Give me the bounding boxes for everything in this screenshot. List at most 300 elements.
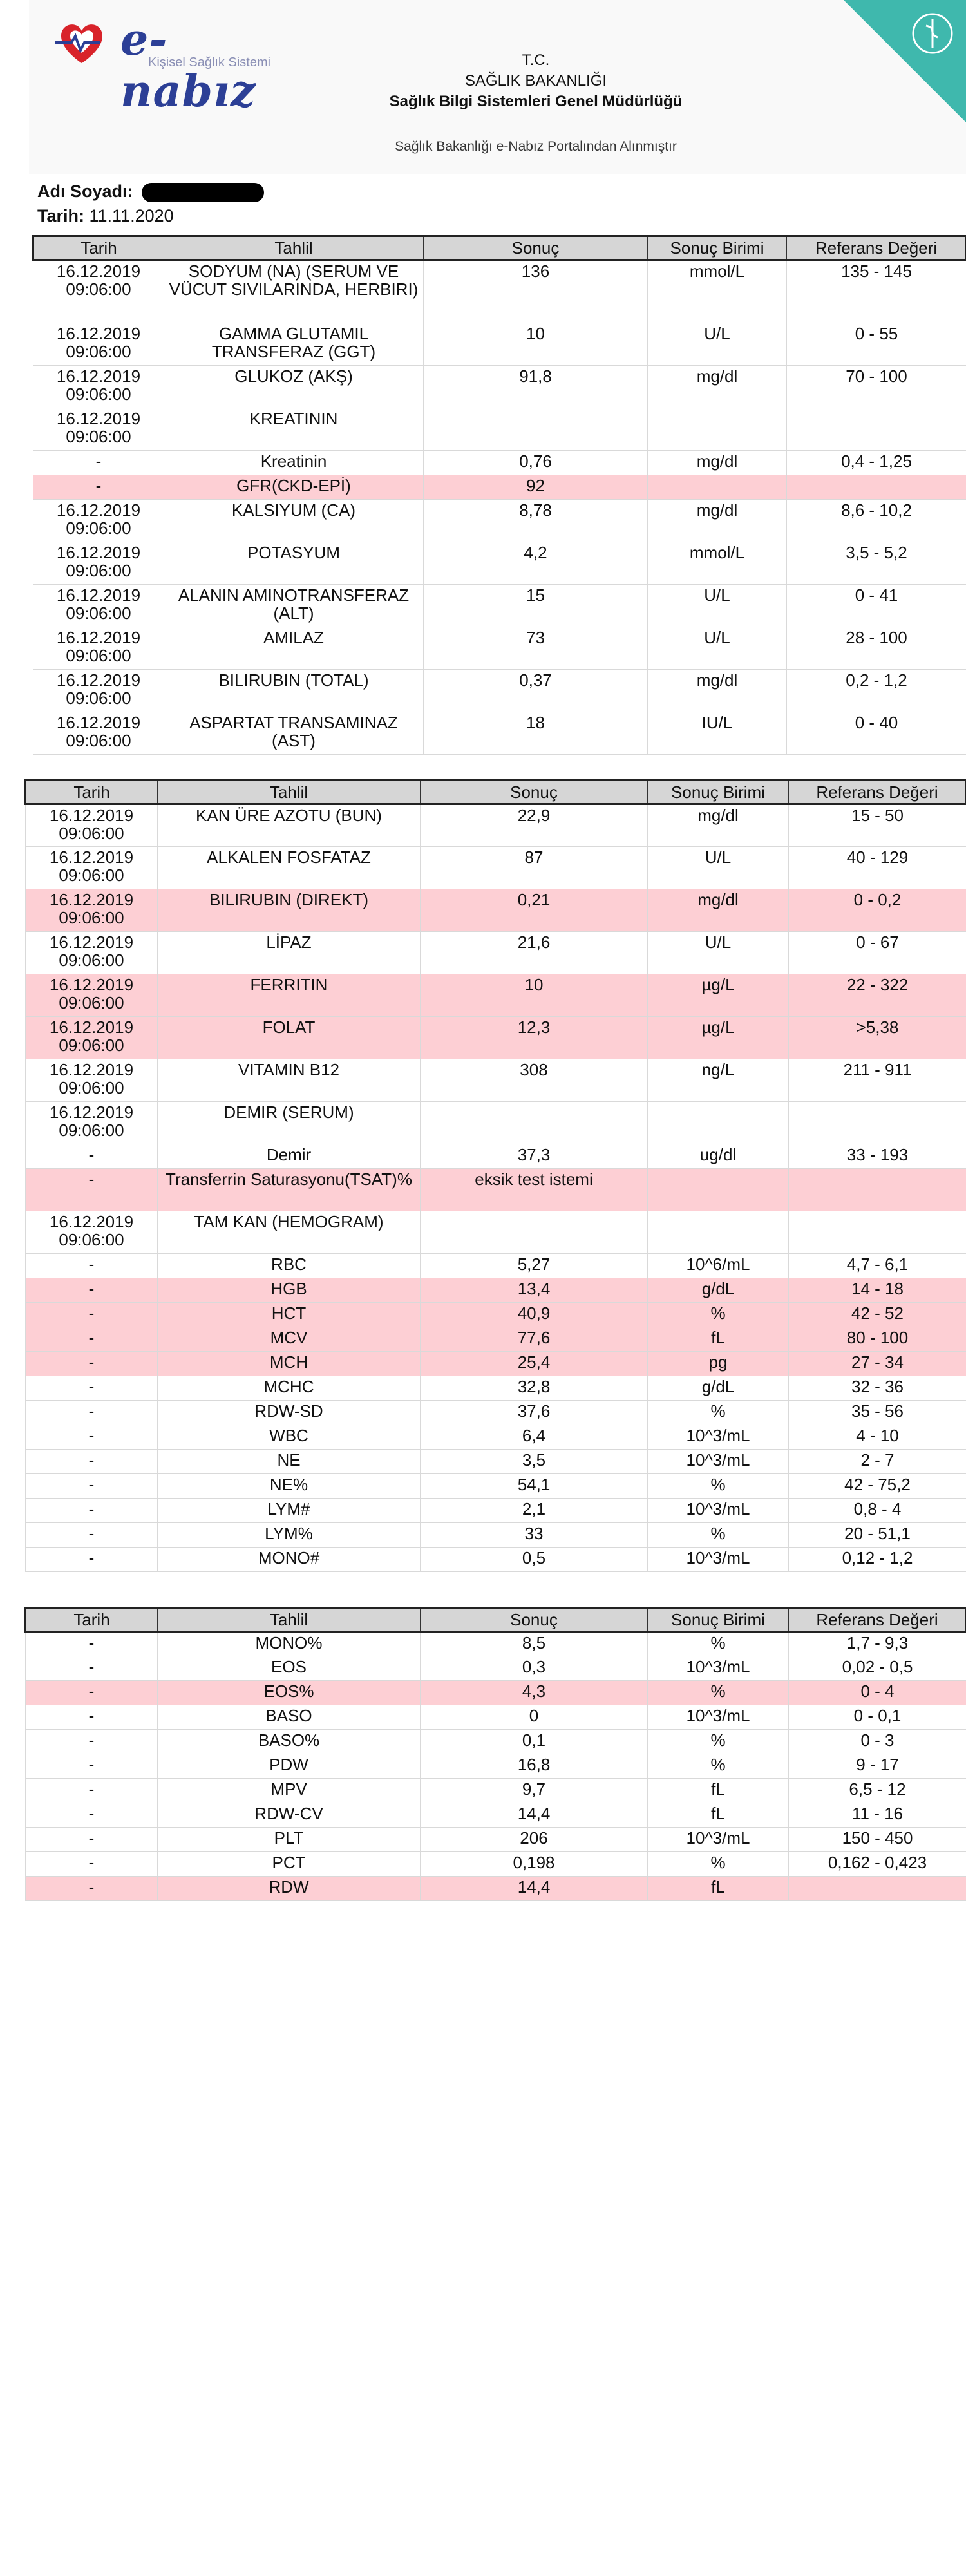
- row-reference: 20 - 51,1: [789, 1523, 966, 1548]
- row-test-name: MONO%: [158, 1632, 421, 1656]
- row-date: -: [26, 1754, 158, 1779]
- row-result: 0,198: [421, 1852, 648, 1877]
- row-reference: [787, 475, 966, 500]
- row-reference: 0,8 - 4: [789, 1499, 966, 1523]
- org-line-tc: T.C.: [522, 52, 550, 69]
- row-result: 13,4: [421, 1278, 648, 1303]
- row-test-name: GFR(CKD-EPİ): [164, 475, 424, 500]
- row-result: 0,21: [421, 889, 648, 932]
- row-date: 16.12.2019 09:06:00: [26, 1017, 158, 1059]
- row-date: -: [26, 1828, 158, 1852]
- table-row: [33, 451, 966, 475]
- col-header-result: Sonuç: [421, 1608, 648, 1632]
- row-reference: 3,5 - 5,2: [787, 542, 966, 585]
- report-date-label: Tarih:: [37, 206, 84, 225]
- row-reference: 28 - 100: [787, 627, 966, 670]
- row-unit: 10^3/mL: [648, 1828, 789, 1852]
- row-reference: >5,38: [789, 1017, 966, 1059]
- row-reference: 2 - 7: [789, 1450, 966, 1474]
- row-result: 14,4: [421, 1877, 648, 1901]
- row-unit: 10^3/mL: [648, 1450, 789, 1474]
- col-header-date: Tarih: [33, 236, 164, 260]
- row-test-name: Demir: [158, 1144, 421, 1169]
- row-result: 22,9: [421, 804, 648, 847]
- col-header-date: Tarih: [26, 1608, 158, 1632]
- row-test-name: GAMMA GLUTAMIL TRANSFERAZ (GGT): [164, 323, 424, 366]
- table-row: [26, 1059, 966, 1102]
- row-result: 37,3: [421, 1144, 648, 1169]
- row-test-name: LYM%: [158, 1523, 421, 1548]
- row-reference: 4 - 10: [789, 1425, 966, 1450]
- table-row: [26, 1877, 966, 1901]
- row-reference: 0,02 - 0,5: [789, 1656, 966, 1681]
- row-result: 4,2: [424, 542, 648, 585]
- row-test-name: RBC: [158, 1254, 421, 1278]
- table-row: [26, 889, 966, 932]
- org-line-department: Sağlık Bilgi Sistemleri Genel Müdürlüğü: [389, 93, 683, 110]
- row-reference: 33 - 193: [789, 1144, 966, 1169]
- row-unit: [648, 1102, 789, 1144]
- row-date: -: [26, 1352, 158, 1376]
- row-date: -: [26, 1656, 158, 1681]
- row-date: 16.12.2019 09:06:00: [26, 1211, 158, 1254]
- row-date: 16.12.2019 09:06:00: [26, 1102, 158, 1144]
- row-result: 16,8: [421, 1754, 648, 1779]
- row-result: 0,3: [421, 1656, 648, 1681]
- table-row: [33, 323, 966, 366]
- row-date: 16.12.2019 09:06:00: [26, 932, 158, 974]
- table-row: [26, 1779, 966, 1803]
- row-test-name: LYM#: [158, 1499, 421, 1523]
- row-reference: [789, 1169, 966, 1211]
- row-unit: U/L: [648, 323, 787, 366]
- row-result: 15: [424, 585, 648, 627]
- col-header-test: Tahlil: [164, 236, 424, 260]
- row-test-name: BILIRUBIN (TOTAL): [164, 670, 424, 712]
- table-row: [26, 1828, 966, 1852]
- row-test-name: Transferrin Saturasyonu(TSAT)%: [158, 1169, 421, 1211]
- row-date: 16.12.2019 09:06:00: [26, 974, 158, 1017]
- table-row: [26, 1730, 966, 1754]
- row-test-name: KREATININ: [164, 408, 424, 451]
- table-row: [26, 1017, 966, 1059]
- row-unit: %: [648, 1523, 789, 1548]
- row-date: 16.12.2019 09:06:00: [26, 1059, 158, 1102]
- row-unit: U/L: [648, 585, 787, 627]
- row-test-name: PCT: [158, 1852, 421, 1877]
- col-header-reference: Referans Değeri: [789, 1608, 966, 1632]
- row-date: -: [26, 1852, 158, 1877]
- row-reference: 0 - 0,1: [789, 1705, 966, 1730]
- row-unit: IU/L: [648, 712, 787, 755]
- row-reference: 0,2 - 1,2: [787, 670, 966, 712]
- redacted-name: [142, 183, 264, 202]
- row-reference: 4,7 - 6,1: [789, 1254, 966, 1278]
- row-date: -: [26, 1632, 158, 1656]
- row-test-name: MCH: [158, 1352, 421, 1376]
- row-result: 0: [421, 1705, 648, 1730]
- row-date: 16.12.2019 09:06:00: [33, 366, 164, 408]
- row-reference: 0,162 - 0,423: [789, 1852, 966, 1877]
- row-result: 206: [421, 1828, 648, 1852]
- table-row: [33, 712, 966, 755]
- table-row: [26, 1144, 966, 1169]
- table-row: [33, 670, 966, 712]
- row-test-name: BASO: [158, 1705, 421, 1730]
- table-row: [26, 1102, 966, 1144]
- row-date: -: [26, 1327, 158, 1352]
- row-reference: 42 - 52: [789, 1303, 966, 1327]
- row-result: 73: [424, 627, 648, 670]
- row-reference: 32 - 36: [789, 1376, 966, 1401]
- row-unit: fL: [648, 1779, 789, 1803]
- row-result: 136: [424, 260, 648, 323]
- row-unit: 10^3/mL: [648, 1499, 789, 1523]
- row-date: -: [26, 1499, 158, 1523]
- lab-results-table-2: [24, 779, 966, 1572]
- row-date: 16.12.2019 09:06:00: [26, 804, 158, 847]
- table-row: [33, 585, 966, 627]
- row-unit: [648, 1211, 789, 1254]
- row-reference: 0 - 4: [789, 1681, 966, 1705]
- row-test-name: RDW: [158, 1877, 421, 1901]
- row-date: -: [26, 1681, 158, 1705]
- row-test-name: PLT: [158, 1828, 421, 1852]
- row-unit: U/L: [648, 847, 789, 889]
- row-unit: U/L: [648, 627, 787, 670]
- row-reference: [789, 1211, 966, 1254]
- row-reference: [789, 1102, 966, 1144]
- row-result: 10: [421, 974, 648, 1017]
- row-unit: fL: [648, 1327, 789, 1352]
- row-unit: [648, 408, 787, 451]
- row-unit: [648, 1169, 789, 1211]
- row-result: 32,8: [421, 1376, 648, 1401]
- row-unit: %: [648, 1730, 789, 1754]
- row-reference: 42 - 75,2: [789, 1474, 966, 1499]
- row-date: -: [26, 1779, 158, 1803]
- table-row: [26, 974, 966, 1017]
- row-unit: fL: [648, 1877, 789, 1901]
- row-result: 87: [421, 847, 648, 889]
- row-test-name: HCT: [158, 1303, 421, 1327]
- row-date: -: [26, 1877, 158, 1901]
- row-test-name: WBC: [158, 1425, 421, 1450]
- row-unit: %: [648, 1852, 789, 1877]
- row-reference: 14 - 18: [789, 1278, 966, 1303]
- table-row: [26, 1425, 966, 1450]
- row-unit: U/L: [648, 932, 789, 974]
- row-unit: %: [648, 1754, 789, 1779]
- col-header-result: Sonuç: [424, 236, 648, 260]
- row-reference: 6,5 - 12: [789, 1779, 966, 1803]
- col-header-date: Tarih: [26, 781, 158, 804]
- row-result: 0,5: [421, 1548, 648, 1572]
- row-date: 16.12.2019 09:06:00: [33, 260, 164, 323]
- row-test-name: SODYUM (NA) (SERUM VE VÜCUT SIVILARINDA, HERBIRI): [164, 260, 424, 323]
- row-reference: 80 - 100: [789, 1327, 966, 1352]
- row-unit: mg/dl: [648, 804, 789, 847]
- table-row: [33, 366, 966, 408]
- row-unit: %: [648, 1401, 789, 1425]
- row-test-name: MCV: [158, 1327, 421, 1352]
- table-row: [33, 627, 966, 670]
- table-row: [26, 1474, 966, 1499]
- row-date: -: [26, 1548, 158, 1572]
- row-reference: [789, 1877, 966, 1901]
- row-result: 37,6: [421, 1401, 648, 1425]
- org-line-ministry: SAĞLIK BAKANLIĞI: [464, 72, 607, 90]
- col-header-unit: Sonuç Birimi: [648, 1608, 789, 1632]
- row-test-name: Kreatinin: [164, 451, 424, 475]
- row-unit: %: [648, 1303, 789, 1327]
- report-date-value: 11.11.2020: [89, 206, 174, 225]
- row-reference: 0 - 55: [787, 323, 966, 366]
- row-test-name: EOS: [158, 1656, 421, 1681]
- row-result: 308: [421, 1059, 648, 1102]
- row-unit: 10^6/mL: [648, 1254, 789, 1278]
- row-test-name: MCHC: [158, 1376, 421, 1401]
- row-date: -: [26, 1450, 158, 1474]
- lab-results-table-3: [24, 1607, 966, 1901]
- patient-info: [37, 179, 264, 228]
- row-date: -: [26, 1474, 158, 1499]
- row-date: 16.12.2019 09:06:00: [33, 323, 164, 366]
- col-header-test: Tahlil: [158, 781, 421, 804]
- col-header-unit: Sonuç Birimi: [648, 236, 787, 260]
- row-result: 33: [421, 1523, 648, 1548]
- row-reference: 150 - 450: [789, 1828, 966, 1852]
- row-result: 25,4: [421, 1352, 648, 1376]
- col-header-reference: Referans Değeri: [789, 781, 966, 804]
- row-test-name: MPV: [158, 1779, 421, 1803]
- row-date: 16.12.2019 09:06:00: [26, 847, 158, 889]
- row-test-name: HGB: [158, 1278, 421, 1303]
- row-test-name: AMILAZ: [164, 627, 424, 670]
- row-date: -: [26, 1401, 158, 1425]
- row-result: 5,27: [421, 1254, 648, 1278]
- row-test-name: TAM KAN (HEMOGRAM): [158, 1211, 421, 1254]
- row-unit: 10^3/mL: [648, 1656, 789, 1681]
- row-reference: 15 - 50: [789, 804, 966, 847]
- row-result: 14,4: [421, 1803, 648, 1828]
- row-unit: pg: [648, 1352, 789, 1376]
- row-result: 21,6: [421, 932, 648, 974]
- row-test-name: NE: [158, 1450, 421, 1474]
- row-date: 16.12.2019 09:06:00: [33, 408, 164, 451]
- row-reference: 0 - 67: [789, 932, 966, 974]
- row-result: eksik test istemi: [421, 1169, 648, 1211]
- table-row: [26, 932, 966, 974]
- table-row: [26, 1499, 966, 1523]
- row-test-name: KAN ÜRE AZOTU (BUN): [158, 804, 421, 847]
- organization-block: [0, 50, 966, 112]
- row-result: 8,5: [421, 1632, 648, 1656]
- row-date: -: [33, 451, 164, 475]
- row-unit: mmol/L: [648, 542, 787, 585]
- table-row: [33, 475, 966, 500]
- row-test-name: DEMIR (SERUM): [158, 1102, 421, 1144]
- row-test-name: RDW-CV: [158, 1803, 421, 1828]
- lab-results-table-1: [32, 235, 966, 755]
- row-unit: mg/dl: [648, 451, 787, 475]
- row-reference: 1,7 - 9,3: [789, 1632, 966, 1656]
- row-result: 0,76: [424, 451, 648, 475]
- row-result: 0,1: [421, 1730, 648, 1754]
- row-date: -: [26, 1376, 158, 1401]
- table-row: [26, 1450, 966, 1474]
- row-reference: 35 - 56: [789, 1401, 966, 1425]
- row-result: [421, 1102, 648, 1144]
- col-header-reference: Referans Değeri: [787, 236, 966, 260]
- row-date: -: [26, 1730, 158, 1754]
- row-unit: 10^3/mL: [648, 1425, 789, 1450]
- row-reference: 70 - 100: [787, 366, 966, 408]
- table-row: [26, 1169, 966, 1211]
- row-date: -: [26, 1254, 158, 1278]
- row-result: 40,9: [421, 1303, 648, 1327]
- table-row: [33, 500, 966, 542]
- row-test-name: VITAMIN B12: [158, 1059, 421, 1102]
- row-date: -: [26, 1278, 158, 1303]
- row-unit: mg/dl: [648, 366, 787, 408]
- row-result: 12,3: [421, 1017, 648, 1059]
- row-test-name: ASPARTAT TRANSAMINAZ (AST): [164, 712, 424, 755]
- row-unit: g/dL: [648, 1278, 789, 1303]
- row-result: [424, 408, 648, 451]
- col-header-unit: Sonuç Birimi: [648, 781, 789, 804]
- row-date: 16.12.2019 09:06:00: [26, 889, 158, 932]
- row-result: 2,1: [421, 1499, 648, 1523]
- row-test-name: MONO#: [158, 1548, 421, 1572]
- table-row: [26, 1656, 966, 1681]
- row-test-name: ALKALEN FOSFATAZ: [158, 847, 421, 889]
- row-unit: g/dL: [648, 1376, 789, 1401]
- table-row: [26, 1523, 966, 1548]
- row-result: 91,8: [424, 366, 648, 408]
- row-result: [421, 1211, 648, 1254]
- row-reference: 8,6 - 10,2: [787, 500, 966, 542]
- row-result: 6,4: [421, 1425, 648, 1450]
- row-reference: 0 - 0,2: [789, 889, 966, 932]
- table-row: [33, 542, 966, 585]
- row-date: 16.12.2019 09:06:00: [33, 627, 164, 670]
- row-result: 92: [424, 475, 648, 500]
- row-result: 4,3: [421, 1681, 648, 1705]
- table-row: [26, 1852, 966, 1877]
- row-test-name: GLUKOZ (AKŞ): [164, 366, 424, 408]
- row-reference: 0 - 3: [789, 1730, 966, 1754]
- row-result: 9,7: [421, 1779, 648, 1803]
- row-unit: [648, 475, 787, 500]
- row-result: 18: [424, 712, 648, 755]
- row-test-name: POTASYUM: [164, 542, 424, 585]
- row-date: -: [26, 1169, 158, 1211]
- row-date: -: [26, 1705, 158, 1730]
- row-reference: 40 - 129: [789, 847, 966, 889]
- table-row: [26, 1681, 966, 1705]
- row-unit: ng/L: [648, 1059, 789, 1102]
- row-reference: 0,12 - 1,2: [789, 1548, 966, 1572]
- row-unit: mg/dl: [648, 889, 789, 932]
- row-unit: mg/dl: [648, 670, 787, 712]
- table-row: [26, 804, 966, 847]
- row-unit: %: [648, 1632, 789, 1656]
- logo-tagline: Kişisel Sağlık Sistemi: [148, 55, 271, 70]
- row-test-name: FOLAT: [158, 1017, 421, 1059]
- patient-name-label: Adı Soyadı:: [37, 182, 133, 201]
- table-row: [33, 260, 966, 323]
- row-date: 16.12.2019 09:06:00: [33, 500, 164, 542]
- row-result: 10: [424, 323, 648, 366]
- row-date: -: [26, 1803, 158, 1828]
- table-row: [26, 1278, 966, 1303]
- row-test-name: BASO%: [158, 1730, 421, 1754]
- row-result: 3,5: [421, 1450, 648, 1474]
- table-row: [26, 847, 966, 889]
- row-date: -: [33, 475, 164, 500]
- row-reference: 0 - 41: [787, 585, 966, 627]
- row-date: 16.12.2019 09:06:00: [33, 712, 164, 755]
- row-date: 16.12.2019 09:06:00: [33, 542, 164, 585]
- row-test-name: PDW: [158, 1754, 421, 1779]
- logo-brand-text: e-nabız: [120, 14, 256, 117]
- table-row: [26, 1548, 966, 1572]
- row-result: 8,78: [424, 500, 648, 542]
- table-row: [26, 1632, 966, 1656]
- table-row: [26, 1376, 966, 1401]
- row-reference: 27 - 34: [789, 1352, 966, 1376]
- row-unit: µg/L: [648, 1017, 789, 1059]
- row-date: 16.12.2019 09:06:00: [33, 670, 164, 712]
- row-reference: 9 - 17: [789, 1754, 966, 1779]
- table-row: [26, 1254, 966, 1278]
- row-test-name: NE%: [158, 1474, 421, 1499]
- row-test-name: FERRITIN: [158, 974, 421, 1017]
- row-reference: [787, 408, 966, 451]
- row-unit: ug/dl: [648, 1144, 789, 1169]
- col-header-test: Tahlil: [158, 1608, 421, 1632]
- table-row: [26, 1705, 966, 1730]
- table-row: [26, 1754, 966, 1779]
- row-unit: mg/dl: [648, 500, 787, 542]
- table-row: [26, 1211, 966, 1254]
- row-result: 77,6: [421, 1327, 648, 1352]
- row-date: -: [26, 1523, 158, 1548]
- row-test-name: RDW-SD: [158, 1401, 421, 1425]
- row-reference: 22 - 322: [789, 974, 966, 1017]
- row-test-name: ALANIN AMINOTRANSFERAZ (ALT): [164, 585, 424, 627]
- col-header-result: Sonuç: [421, 781, 648, 804]
- row-test-name: BILIRUBIN (DIREKT): [158, 889, 421, 932]
- row-unit: µg/L: [648, 974, 789, 1017]
- row-unit: mmol/L: [648, 260, 787, 323]
- row-reference: 11 - 16: [789, 1803, 966, 1828]
- row-test-name: KALSIYUM (CA): [164, 500, 424, 542]
- row-date: -: [26, 1303, 158, 1327]
- row-date: -: [26, 1425, 158, 1450]
- row-result: 0,37: [424, 670, 648, 712]
- portal-note: Sağlık Bakanlığı e-Nabız Portalından Alınmıştır: [395, 139, 677, 154]
- table-row: [33, 408, 966, 451]
- row-reference: 0,4 - 1,25: [787, 451, 966, 475]
- table-row: [26, 1352, 966, 1376]
- row-result: 54,1: [421, 1474, 648, 1499]
- row-test-name: LİPAZ: [158, 932, 421, 974]
- row-unit: fL: [648, 1803, 789, 1828]
- row-test-name: EOS%: [158, 1681, 421, 1705]
- table-row: [26, 1303, 966, 1327]
